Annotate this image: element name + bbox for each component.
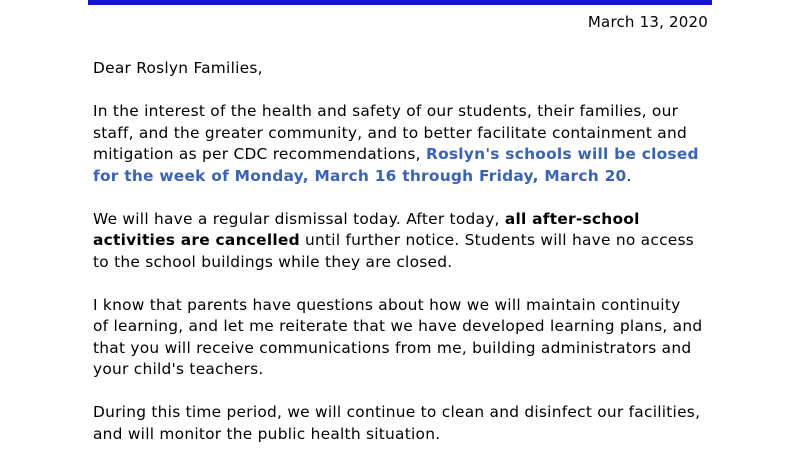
text-segment: . <box>626 166 632 185</box>
paragraph-learning <box>93 295 733 381</box>
paragraph-line: of learning, and let me reiterate that we have developed learning plans, and <box>93 317 703 335</box>
header-bar <box>88 0 712 5</box>
paragraph-line: During this time period, we will continue to clean and disinfect our facilities, <box>93 403 701 421</box>
paragraph-line <box>93 144 733 166</box>
text-segment: mitigation as per CDC recommendations, <box>93 145 426 163</box>
paragraph-line: that you will receive communications from me, building administrators and <box>93 338 692 357</box>
paragraph-line: your child's teachers. <box>93 360 264 378</box>
paragraph-closure <box>93 101 733 187</box>
text-segment: until further notice. Students will have no access <box>299 231 695 249</box>
paragraph-line: to the school buildings while they are closed. <box>93 252 453 271</box>
salutation <box>93 58 733 80</box>
paragraph-line: staff, and the greater community, and to better facilitate containment and <box>93 123 687 142</box>
letter-date: March 13, 2020 <box>587 13 708 31</box>
salutation-text: Dear Roslyn Families, <box>93 59 263 77</box>
paragraph-line <box>93 166 733 188</box>
activities-bold: all after-school <box>504 209 640 228</box>
paragraph-line: I know that parents have questions about how we will maintain continuity <box>93 295 681 314</box>
paragraph-cleaning <box>93 402 733 445</box>
paragraph-line <box>93 230 733 252</box>
closure-dates-highlight: for the week of Monday, March 16 through Friday, March 20 <box>93 166 627 185</box>
paragraph-line: In the interest of the health and safety of our students, their families, our <box>93 102 679 120</box>
paragraph-line: and will monitor the public health situation. <box>93 424 441 443</box>
paragraph-dismissal <box>93 209 733 274</box>
activities-bold: activities are cancelled <box>93 231 300 249</box>
closure-highlight: Roslyn's schools will be closed <box>425 145 699 163</box>
letter-body <box>93 58 733 450</box>
paragraph-line <box>93 209 733 231</box>
text-segment: We will have a regular dismissal today. After today, <box>93 209 505 228</box>
